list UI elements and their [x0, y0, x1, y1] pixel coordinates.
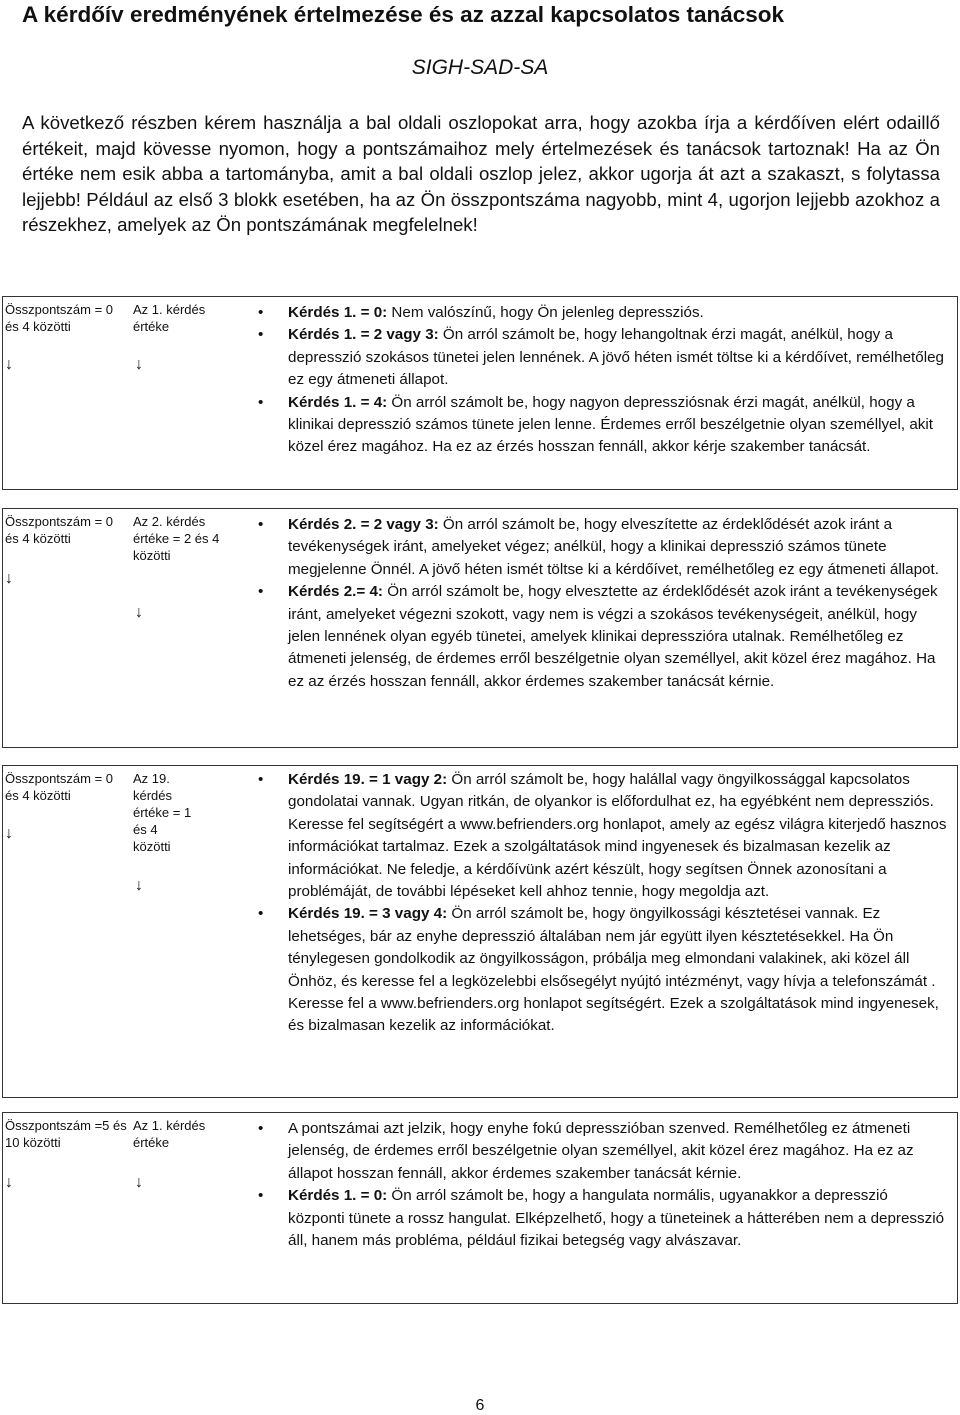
- bullet-icon: •: [258, 1120, 264, 1137]
- total-score-range: Összpontszám = 0 és 4 közötti: [5, 514, 114, 546]
- down-arrow-icon: ↓: [5, 356, 13, 373]
- total-score-range: Összpontszám = 0 és 4 közötti: [5, 771, 114, 803]
- item-heading: Kérdés 1. = 0:: [288, 1187, 388, 1205]
- item-heading: Kérdés 1. = 2 vagy 3:: [288, 326, 439, 344]
- advice-item: [258, 581, 948, 693]
- advice-item: [258, 769, 948, 903]
- advice-item: [258, 392, 948, 459]
- item-text: Ön arról számolt be, hogy halállal vagy öngyilkossággal kapcsolatos gondolatai vannak. Ugyan ritkán, de olyankor is előfordulhat ez, ha egyébként nem depressziós. Keresse fel segítségért a www.befrienders.org honlapot, amely az egész világra kiterjedő hasznos információkat tartalmaz. Ezek a szolgáltatások mind ingyenesek és bizalmasan kezelik az információkat. Ne feledje, a kérdőívünk azért készült, hogy segítsen Önnek azonosítani a problémáját, de további lépéseket kell ahhoz tennie, hogy megoldja azt.: [288, 771, 947, 901]
- item-heading: Kérdés 19. = 1 vagy 2:: [288, 771, 448, 788]
- advice-list: [258, 514, 948, 693]
- result-block-3: [2, 765, 958, 1098]
- bullet-icon: •: [258, 905, 264, 923]
- item-heading: Kérdés 2.= 4:: [288, 583, 383, 601]
- item-heading: Kérdés 1. = 0:: [288, 304, 388, 321]
- item-text: Ön arról számolt be, hogy elveszítette az érdeklődését azok iránt a tevékenységek iránt, amelyeket végez; anélkül, hogy a klinikai depresszió számos tünete megjelenne Önnél. A jövő héten ismét töltse ki a kérdőívet, remélhetőleg ez egy átmeneti állapot.: [288, 516, 939, 578]
- result-block-2: [2, 508, 958, 748]
- result-block-4: [2, 1112, 958, 1304]
- down-arrow-icon: ↓: [5, 825, 13, 842]
- item-text: Ön arról számolt be, hogy a hangulata normális, ugyanakkor a depresszió központi tünete a rossz hangulat. Elképzelhető, hogy a tüneteinek a hátterében nem a depresszió áll, hanem más probléma, például fizikai betegség vagy alvászavar.: [288, 1187, 945, 1250]
- advice-list: [258, 769, 948, 1038]
- advice-item: [258, 324, 948, 391]
- item-text: Ön arról számolt be, hogy nagyon depressziósnak érzi magát, anélkül, hogy a klinikai depresszió számos tünete jelen lenne. Érdemes erről beszélgetnie olyan személlyel, akit közel érez magához. Ha ez az érzés hosszan fennáll, akkor kérje szakember tanácsát.: [288, 393, 933, 456]
- item-heading: Kérdés 19. = 3 vagy 4:: [288, 905, 448, 923]
- item-text: Ön arról számolt be, hogy öngyilkossági késztetései vannak. Ez lehetséges, bár az enyhe depresszió általában nem jár együtt ilyen késztetésekkel. Ha Ön ténylegesen gondolkodik az öngyilkosságon, próbálja meg elmondani valakinek, aki közel áll Önhöz, és keresse fel a legközelebbi elsősegélyt nyújtó intézményt, vagy hívja a telefonszámát . Keresse fel a www.befrienders.org honlapot segítségért. Ezek a szolgáltatások mind ingyenesek, és bizalmasan kezelik az információkat.: [288, 905, 939, 1035]
- bullet-icon: •: [258, 771, 264, 788]
- item-heading: Kérdés 2. = 2 vagy 3:: [288, 516, 439, 533]
- item-text: Ön arról számolt be, hogy elvesztette az érdeklődését azok iránt a tevékenységek iránt, amelyeket végezni szokott, vagy nem is végzi a szokásos tevékenységeit, anélkül, hogy jelen lennének olyan egyéb tünetei, amelyek klinikai depresszióra utalnak. Remélhetőleg ez átmeneti jelenség, de érdemes erről beszélgetnie olyan személlyel, akit közel érez magához. Ha ez az érzés hosszan fennáll, akkor érdemes szakember tanácsát kérnie.: [288, 583, 938, 690]
- bullet-icon: •: [258, 326, 264, 344]
- item-text: A pontszámai azt jelzik, hogy enyhe fokú depresszióban szenved. Remélhetőleg ez átmeneti jelenség, de érdemes erről beszélgetnie olyan személlyel, akit közel érez magához. Ha ez az állapot hosszan fennáll, akkor érdemes szakember tanácsát kérnie.: [288, 1120, 914, 1182]
- item-heading: Kérdés 1. = 4:: [288, 393, 388, 411]
- down-arrow-icon: ↓: [135, 877, 143, 894]
- advice-list: [258, 302, 948, 459]
- advice-item: [258, 302, 948, 324]
- bullet-icon: •: [258, 516, 264, 533]
- page-subtitle: SIGH-SAD-SA: [411, 56, 549, 79]
- bullet-icon: •: [258, 583, 264, 601]
- advice-item: [258, 1185, 948, 1252]
- item-text: Ön arról számolt be, hogy lehangoltnak érzi magát, anélkül, hogy a depresszió szokásos tünetei jelen lennének. A jövő héten ismét töltse ki a kérdőívet, remélhetőleg ez egy átmeneti állapot.: [288, 326, 944, 389]
- question-value-label: Az 1. kérdés értéke: [133, 302, 206, 334]
- down-arrow-icon: ↓: [5, 570, 13, 587]
- intro-paragraph: A következő részben kérem használja a bal oldali oszlopokat arra, hogy azokba írja a kérdőíven elért odaillő értékeit, majd kövesse nyomon, hogy a pontszámaihoz mely értelmezések és tanácsok tartoznak! Ha az Ön értéke nem esik abba a tartományba, amit a bal oldali oszlop jelez, akkor ugorja át azt a szakaszt, s folytassa lejjebb! Például az első 3 blokk esetében, ha az Ön összpontszáma nagyobb, mint 4, ugorjon lejjebb azokhoz a részekhez, amelyek az Ön pontszámának megfelelnek!: [22, 112, 940, 235]
- question-value-label: Az 1. kérdés értéke: [133, 1118, 206, 1150]
- down-arrow-icon: ↓: [135, 604, 143, 621]
- advice-item: [258, 903, 948, 1037]
- item-text: Nem valószínű, hogy Ön jelenleg depressziós.: [387, 304, 704, 321]
- bullet-icon: •: [258, 304, 264, 321]
- bullet-icon: •: [258, 393, 264, 411]
- down-arrow-icon: ↓: [5, 1174, 13, 1191]
- result-block-1: [2, 296, 958, 490]
- page-number: 6: [475, 1397, 485, 1414]
- total-score-range: Összpontszám = 0 és 4 közötti: [5, 302, 114, 334]
- page-title: A kérdőív eredményének értelmezése és az azzal kapcsolatos tanácsok: [22, 2, 785, 27]
- down-arrow-icon: ↓: [135, 356, 143, 373]
- question-value-label: Az 19. kérdés értéke = 1 és 4 közötti: [133, 771, 192, 854]
- down-arrow-icon: ↓: [135, 1174, 143, 1191]
- total-score-range: Összpontszám =5 és 10 közötti: [5, 1118, 127, 1150]
- bullet-icon: •: [258, 1187, 264, 1205]
- advice-item: [258, 1118, 948, 1185]
- advice-item: [258, 514, 948, 581]
- advice-list: [258, 1118, 948, 1252]
- question-value-label: Az 2. kérdés értéke = 2 és 4 közötti: [133, 514, 220, 563]
